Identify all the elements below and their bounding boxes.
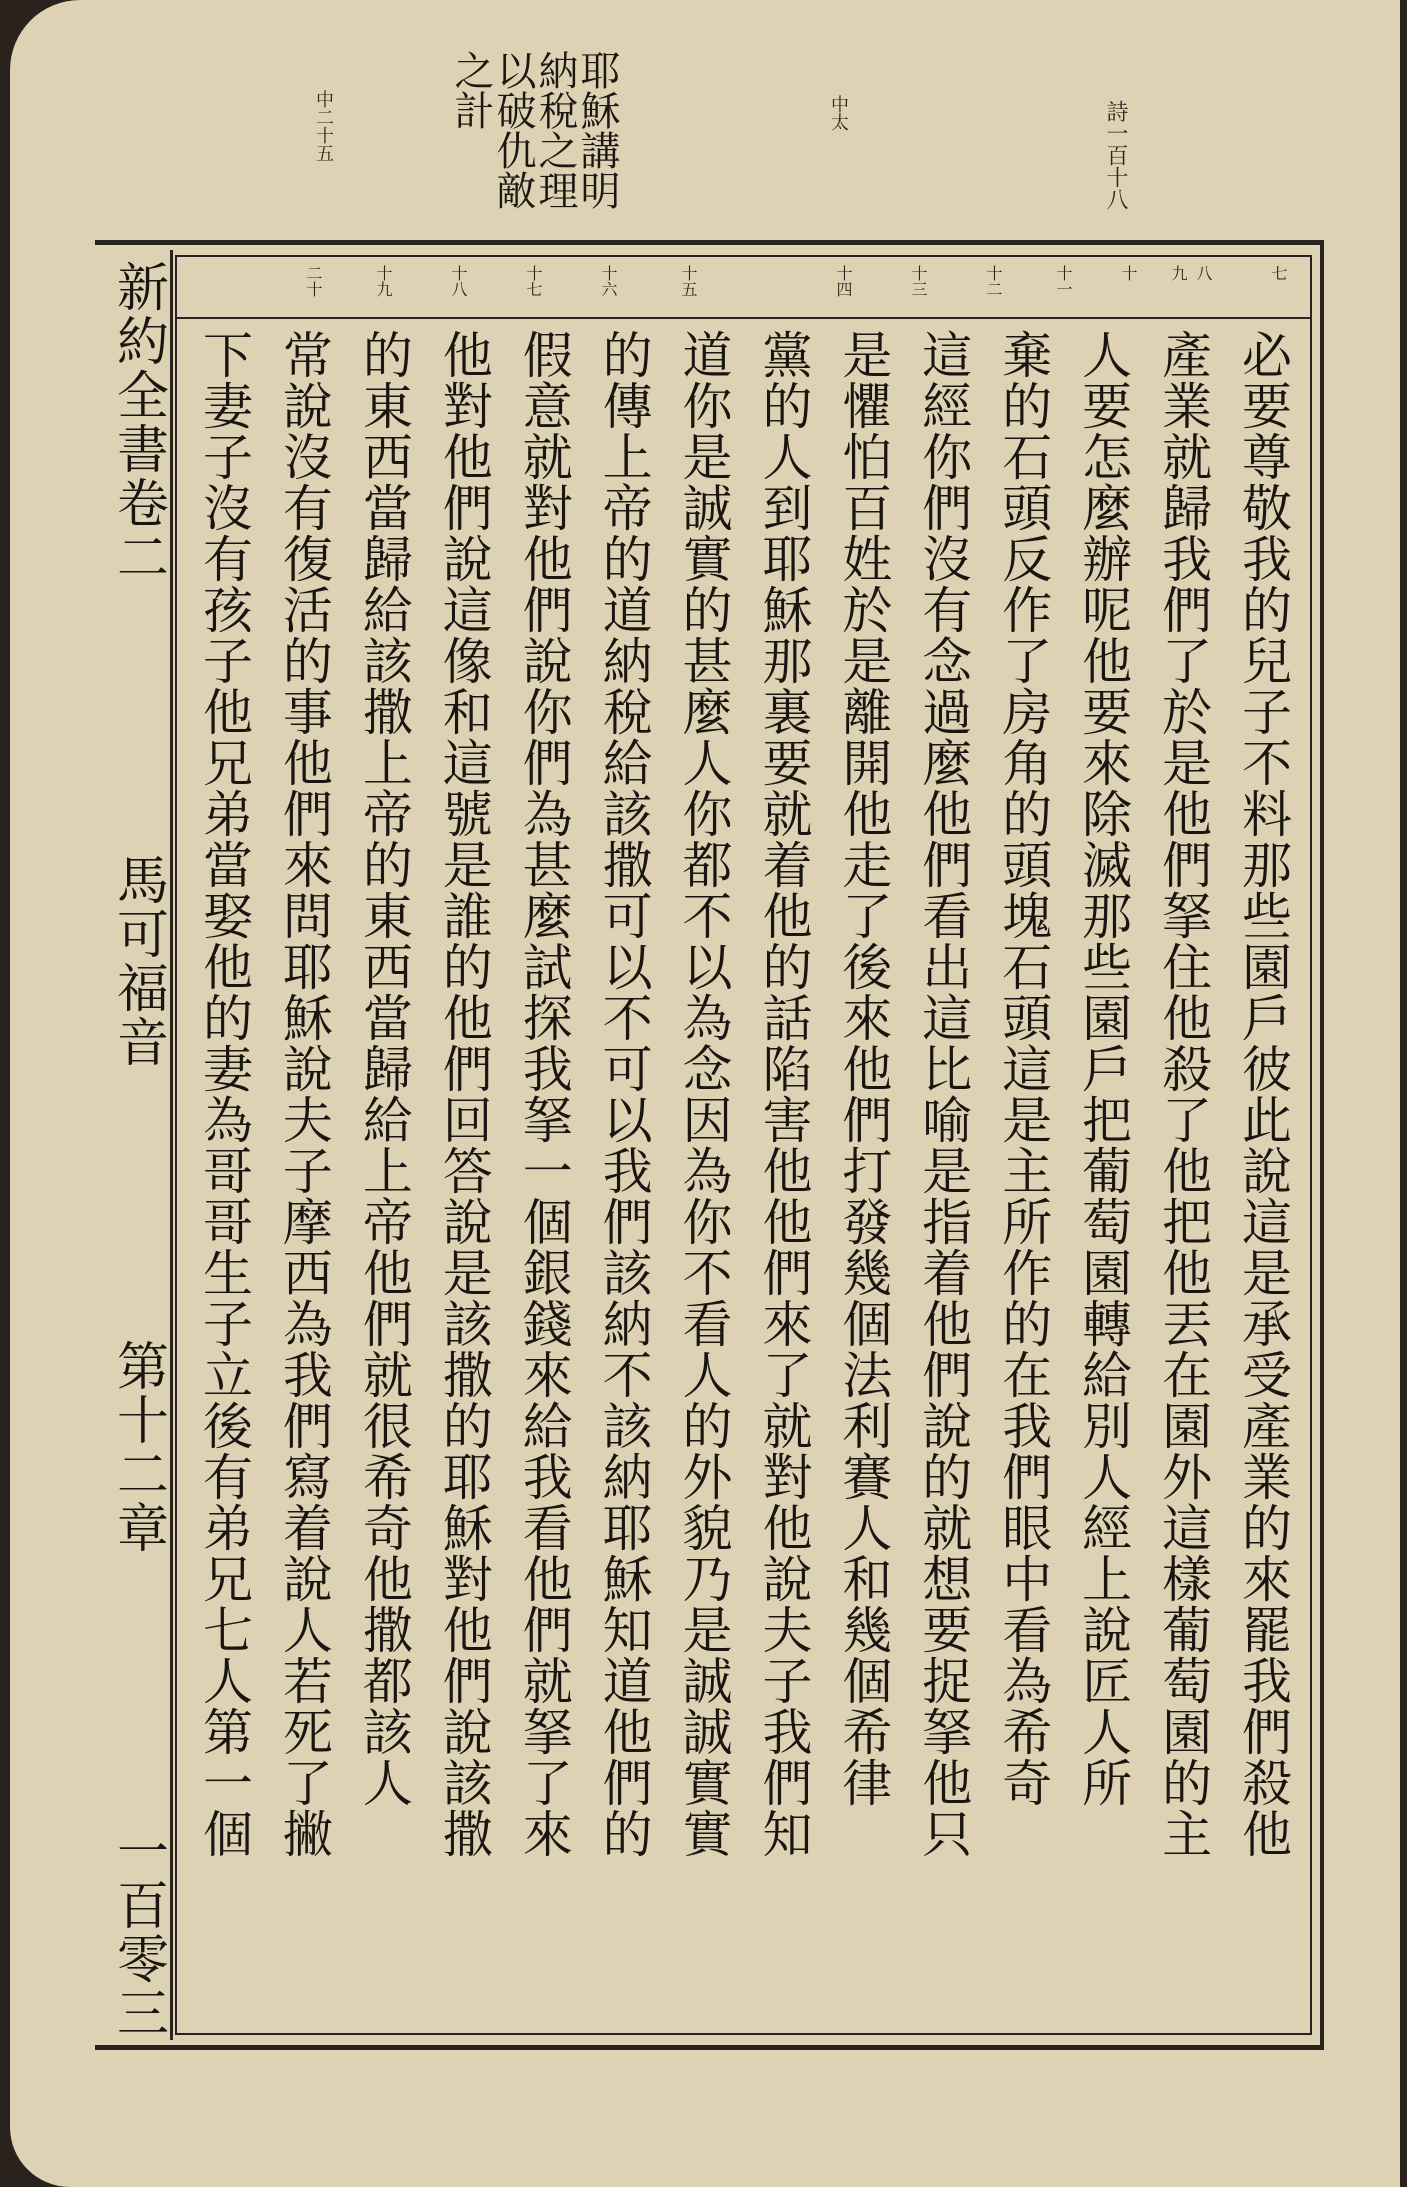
margin-note-2: 納稅之理 bbox=[532, 50, 578, 210]
verse-number-strip bbox=[177, 257, 1310, 319]
text-column: 是懼怕百姓於是離開他走了後來他們打發幾個法利賽人和幾個希律 bbox=[834, 329, 893, 1808]
chapter-title: 第十二章 bbox=[107, 1338, 168, 1555]
text-column: 假意就對他們說你們為甚麼試探我拏一個銀錢來給我看他們就拏了來 bbox=[514, 329, 573, 1859]
scripture-text bbox=[177, 317, 1310, 2033]
text-column: 的東西當歸給該撒上帝的東西當歸給上帝他們就很希奇他撒都該人 bbox=[354, 329, 413, 1808]
text-frame bbox=[95, 240, 1324, 2050]
margin-note-1: 耶穌講明 bbox=[574, 50, 620, 210]
text-column: 產業就歸我們了於是他們拏住他殺了他把他丟在園外這樣葡萄園的主 bbox=[1154, 329, 1213, 1859]
text-column: 人要怎麼辦呢他要來除滅那些園戶把葡萄園轉給別人經上說匠人所 bbox=[1074, 329, 1133, 1808]
text-column: 下妻子沒有孩子他兄弟當娶他的妻為哥哥生子立後有弟兄七人第一個 bbox=[195, 329, 253, 1859]
text-column: 道你是誠實的甚麼人你都不以為念因為你不看人的外貌乃是誠誠實實 bbox=[674, 329, 733, 1859]
margin-ref-left: 中二十五 bbox=[313, 90, 334, 162]
text-column: 常說沒有復活的事他們來問耶穌說夫子摩西為我們寫着說人若死了撇 bbox=[274, 329, 333, 1859]
gospel-title: 馬可福音 bbox=[107, 853, 168, 1070]
text-column: 黨的人到耶穌那裏要就着他的話陷害他他們來了就對他說夫子我們知 bbox=[754, 329, 813, 1859]
verse-number: 十一 bbox=[1054, 265, 1073, 297]
verse-number: 九 bbox=[1169, 265, 1188, 281]
verse-number: 十九 bbox=[374, 265, 393, 297]
text-column: 棄的石頭反作了房角的頭塊石頭這是主所作的在我們眼中看為希奇 bbox=[994, 329, 1053, 1808]
verse-number: 七 bbox=[1269, 265, 1288, 281]
text-column: 的傳上帝的道納稅給該撒可以不可以我們該納不該納耶穌知道他們的 bbox=[594, 329, 653, 1859]
text-column: 他對他們說這像和這號是誰的他們回答說是該撒的耶穌對他們說該撒 bbox=[434, 329, 493, 1859]
margin-notes bbox=[450, 50, 618, 230]
text-inner-frame bbox=[175, 255, 1312, 2035]
margin-ref-right: 詩一百十八 bbox=[1103, 100, 1128, 210]
text-column: 必要尊敬我的兒子不料那些園戶彼此說這是承受產業的來罷我們殺他 bbox=[1233, 329, 1292, 1859]
verse-number: 十五 bbox=[679, 265, 698, 297]
verse-number: 八 bbox=[1194, 265, 1213, 281]
book-page bbox=[10, 0, 1400, 2187]
verse-number: 十八 bbox=[449, 265, 468, 297]
verse-number: 二十 bbox=[304, 265, 323, 297]
margin-ref-mid: 中太 bbox=[828, 95, 849, 131]
verse-number: 十二 bbox=[984, 265, 1003, 297]
margin-note-3: 以破仇敵 bbox=[490, 50, 536, 210]
verse-number: 十六 bbox=[599, 265, 618, 297]
verse-number: 十七 bbox=[524, 265, 543, 297]
verse-number: 十三 bbox=[909, 265, 928, 297]
book-title: 新約全書卷二 bbox=[107, 260, 168, 584]
text-column: 這經你們沒有念過麼他們看出這比喻是指着他們說的就想要捉拏他只 bbox=[914, 329, 973, 1859]
page-number: 一百零三 bbox=[107, 1823, 168, 2040]
margin-note-4: 之計 bbox=[448, 50, 494, 130]
verse-number: 十四 bbox=[834, 265, 853, 297]
verse-number: 十 bbox=[1119, 265, 1138, 281]
